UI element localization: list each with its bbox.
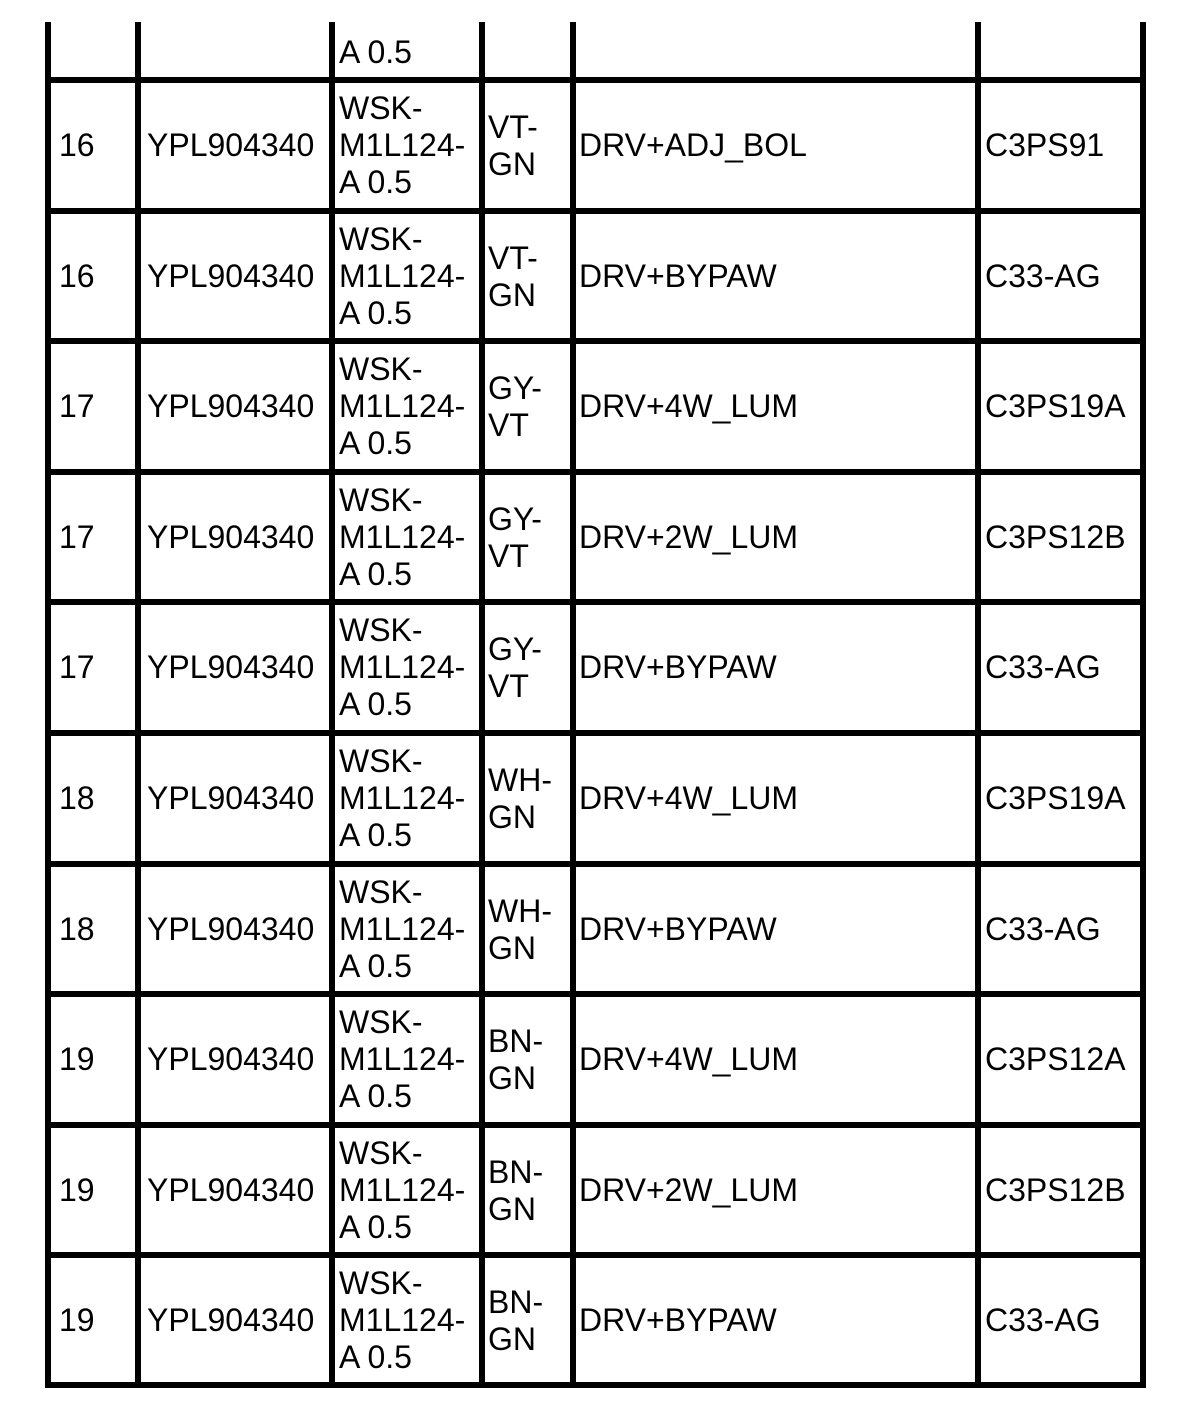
circuit-cell: DRV+2W_LUM	[579, 1172, 799, 1208]
column-divider	[329, 22, 335, 1382]
wire-spec-cell: WSK- M1L124- A 0.5	[339, 1265, 466, 1375]
connector-cell: C3PS19A	[985, 780, 1126, 816]
part-number-cell: YPL904340	[147, 649, 315, 685]
circuit-cell: DRV+BYPAW	[579, 258, 777, 294]
part-number-cell: YPL904340	[147, 519, 315, 555]
wire-spec-cell: WSK- M1L124- A 0.5	[339, 482, 466, 592]
connector-cell: C3PS19A	[985, 388, 1126, 424]
circuit-cell: DRV+4W_LUM	[579, 388, 799, 424]
wire-color-cell: VT- GN	[488, 108, 538, 182]
wiring-table	[45, 22, 1146, 1388]
wire-spec-cell: WSK- M1L124- A 0.5	[339, 351, 466, 461]
circuit-cell: DRV+2W_LUM	[579, 519, 799, 555]
connector-cell: C3PS12B	[985, 1172, 1126, 1208]
connector-cell: C33-AG	[985, 1302, 1101, 1338]
wire-color-cell: GY- VT	[488, 630, 542, 704]
circuit-cell: DRV+4W_LUM	[579, 780, 799, 816]
wire-spec-cell: WSK- M1L124- A 0.5	[339, 874, 466, 984]
part-number-cell: YPL904340	[147, 911, 315, 947]
wire-color-cell: VT- GN	[488, 239, 538, 313]
wire-color-cell: BN- GN	[488, 1022, 544, 1096]
wire-spec-cell: WSK- M1L124- A 0.5	[339, 1004, 466, 1114]
wire-spec-cell: WSK- M1L124- A 0.5	[339, 743, 466, 853]
column-divider	[975, 22, 981, 1382]
pin-cell: 19	[59, 1041, 95, 1077]
part-number-cell: YPL904340	[147, 1041, 315, 1077]
part-number-cell: YPL904340	[147, 258, 315, 294]
wire-color-cell: BN- GN	[488, 1153, 544, 1227]
connector-cell: C33-AG	[985, 258, 1101, 294]
wire-spec-cell: WSK- M1L124- A 0.5	[339, 612, 466, 722]
pin-cell: 16	[59, 127, 95, 163]
column-divider	[135, 22, 141, 1382]
column-divider	[479, 22, 485, 1382]
connector-cell: C3PS12B	[985, 519, 1126, 555]
wire-color-cell: GY- VT	[488, 369, 542, 443]
part-number-cell: YPL904340	[147, 1172, 315, 1208]
wire-color-cell: BN- GN	[488, 1283, 544, 1357]
wire-spec-cell: WSK- M1L124- A 0.5	[339, 1135, 466, 1245]
wire-color-cell: WH- GN	[488, 892, 552, 966]
wire-spec-cell: WSK- M1L124- A 0.5	[339, 221, 466, 331]
part-number-cell: YPL904340	[147, 780, 315, 816]
connector-cell: C33-AG	[985, 911, 1101, 947]
connector-cell: C3PS91	[985, 127, 1105, 163]
pin-cell: 17	[59, 388, 95, 424]
pin-cell: 19	[59, 1302, 95, 1338]
circuit-cell: DRV+BYPAW	[579, 1302, 777, 1338]
wire-spec-cell: WSK- M1L124- A 0.5	[339, 90, 466, 200]
circuit-cell: DRV+BYPAW	[579, 911, 777, 947]
pin-cell: 19	[59, 1172, 95, 1208]
column-divider	[570, 22, 576, 1382]
part-number-cell: YPL904340	[147, 388, 315, 424]
wire-spec-cell: A 0.5	[339, 33, 412, 70]
pin-cell: 18	[59, 780, 95, 816]
wire-color-cell: GY- VT	[488, 500, 542, 574]
circuit-cell: DRV+BYPAW	[579, 649, 777, 685]
pin-cell: 18	[59, 911, 95, 947]
connector-cell: C3PS12A	[985, 1041, 1126, 1077]
circuit-cell: DRV+4W_LUM	[579, 1041, 799, 1077]
connector-cell: C33-AG	[985, 649, 1101, 685]
pin-cell: 17	[59, 649, 95, 685]
pin-cell: 17	[59, 519, 95, 555]
pin-cell: 16	[59, 258, 95, 294]
part-number-cell: YPL904340	[147, 127, 315, 163]
wire-color-cell: WH- GN	[488, 761, 552, 835]
part-number-cell: YPL904340	[147, 1302, 315, 1338]
circuit-cell: DRV+ADJ_BOL	[579, 127, 807, 163]
